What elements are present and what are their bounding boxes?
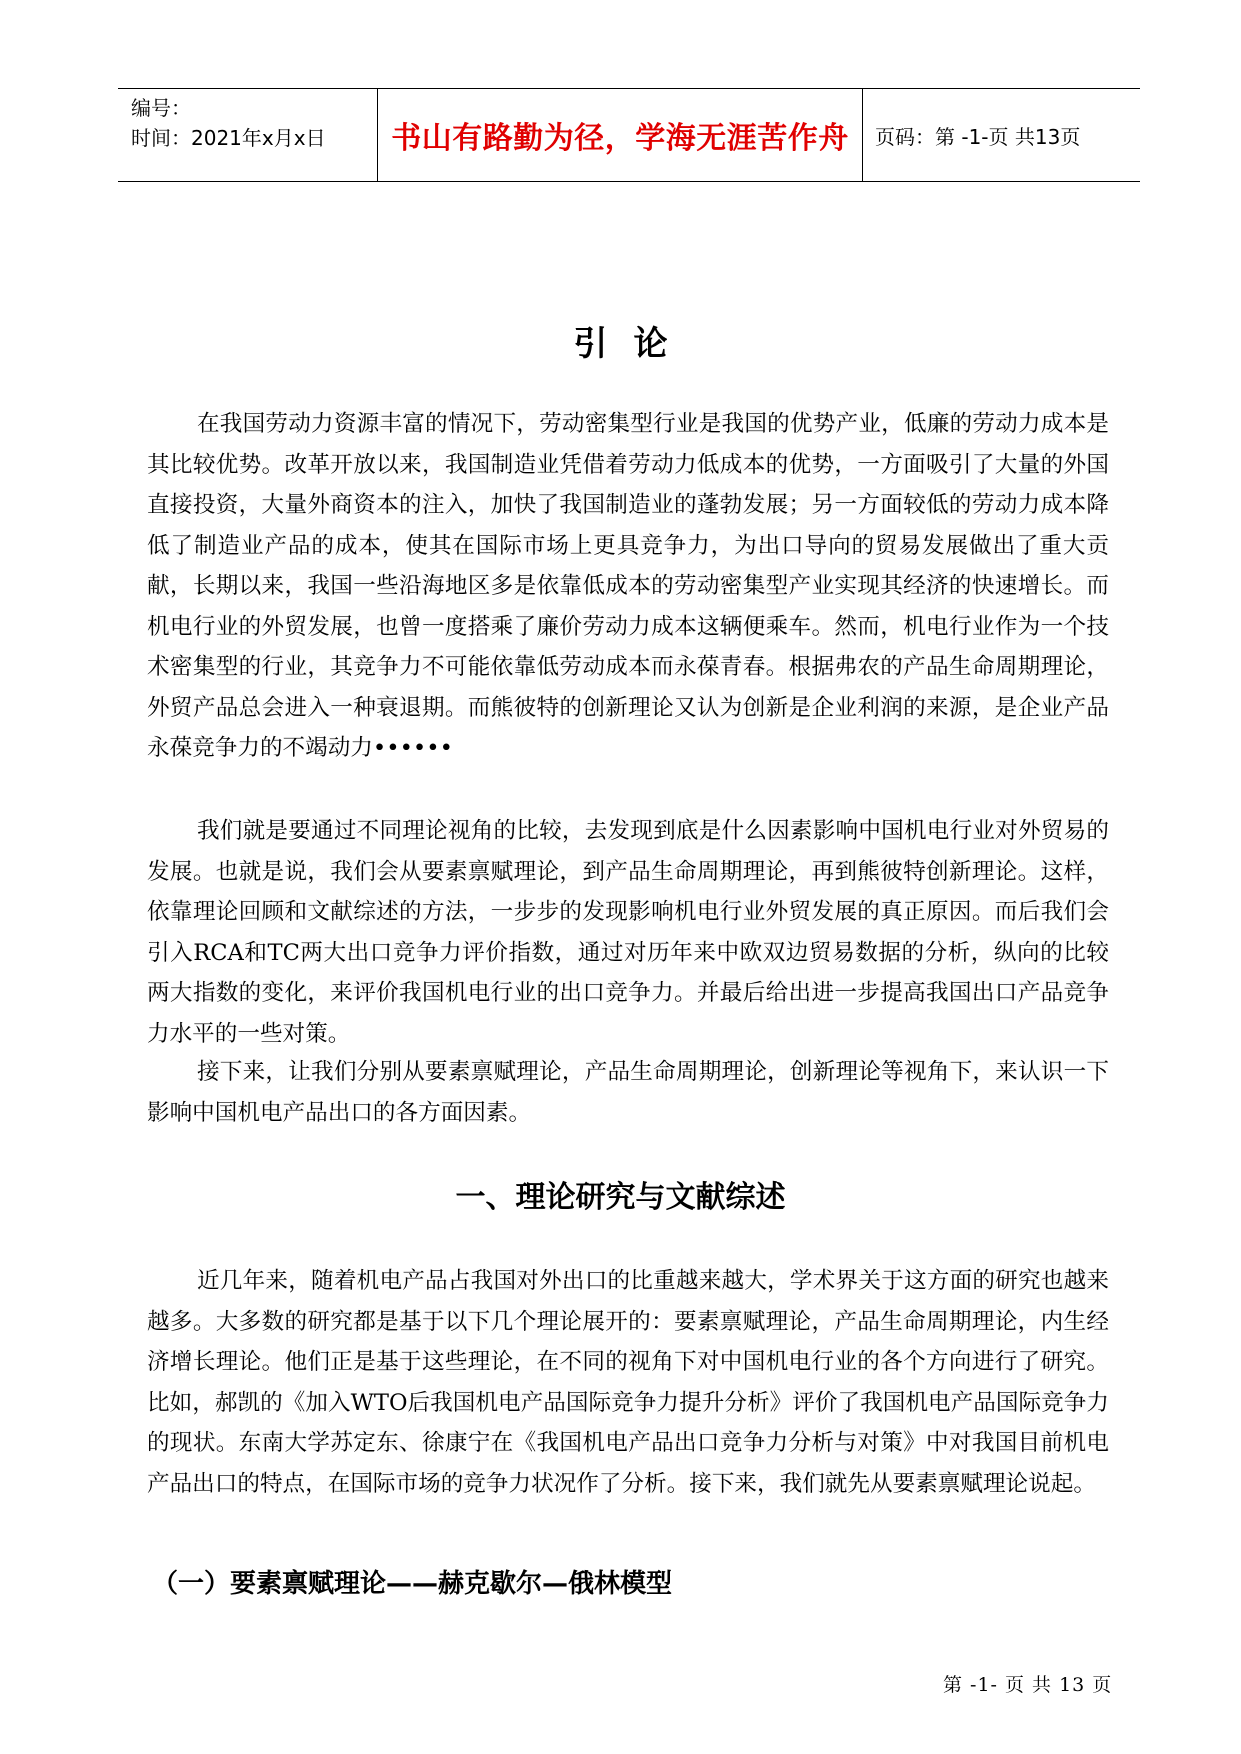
document-title: 引论	[573, 324, 694, 364]
intro-paragraph-3: 接下来，让我们分别从要素禀赋理论，产品生命周期理论，创新理论等视角下，来认识一下影响中国机电产品出口的各方面因素。	[147, 1059, 1109, 1126]
intro-paragraph-2: 我们就是要通过不同理论视角的比较，去发现到底是什么因素影响中国机电行业对外贸易的发展。也就是说，我们会从要素禀赋理论，到产品生命周期理论，再到熊彼特创新理论。这样，依靠理论回顾和文献综述的方法，一步步的发现影响机电行业外贸发展的真正原因。而后我们会引入RCA和TC两大出口竞争力评价指数，通过对历年来中欧双边贸易数据的分析，纵向的比较两大指数的变化，来评价我国机电行业的出口竞争力。并最后给出进一步提高我国出口产品竞争力水平的一些对策。	[147, 818, 1109, 1047]
section-paragraph: 近几年来，随着机电产品占我国对外出口的比重越来越大，学术界关于这方面的研究也越来越多。大多数的研究都是基于以下几个理论展开的：要素禀赋理论，产品生命周期理论，内生经济增长理论。他们正是基于这些理论，在不同的视角下对中国机电行业的各个方向进行了研究。比如，郝凯的《加入WTO后我国机电产品国际竞争力提升分析》评价了我国机电产品国际竞争力的现状。东南大学苏定东、徐康宁在《我国机电产品出口竞争力分析与对策》中对我国目前机电产品出口的特点，在国际市场的竞争力状况作了分析。接下来，我们就先从要素禀赋理论说起。	[147, 1268, 1109, 1497]
subsection-heading: （一）要素禀赋理论——赫克歇尔—俄林模型	[152, 1569, 673, 1599]
document-time-label: 时间：2021年x月x日	[131, 126, 326, 150]
document-number-label: 编号：	[131, 96, 191, 120]
page-footer: 第 -1- 页 共 13 页	[943, 1674, 1113, 1696]
section-heading: 一、理论研究与文献综述	[455, 1180, 786, 1215]
header-meta	[118, 89, 378, 181]
header-page-info: 页码：第 -1-页 共13页	[875, 124, 1081, 149]
intro-paragraph-1: 在我国劳动力资源丰富的情况下，劳动密集型行业是我国的优势产业，低廉的劳动力成本是其比较优势。改革开放以来，我国制造业凭借着劳动力低成本的优势，一方面吸引了大量的外国直接投资，大量外商资本的注入，加快了我国制造业的蓬勃发展；另一方面较低的劳动力成本降低了制造业产品的成本，使其在国际市场上更具竞争力，为出口导向的贸易发展做出了重大贡献，长期以来，我国一些沿海地区多是依靠低成本的劳动密集型产业实现其经济的快速增长。而机电行业的外贸发展，也曾一度搭乘了廉价劳动力成本这辆便乘车。然而，机电行业作为一个技术密集型的行业，其竞争力不可能依靠低劳动成本而永葆青春。根据弗农的产品生命周期理论，外贸产品总会进入一种衰退期。而熊彼特的创新理论又认为创新是企业利润的来源，是企业产品永葆竞争力的不竭动力••••••	[147, 411, 1109, 761]
header-motto: 书山有路勤为径，学海无涯苦作舟	[378, 89, 863, 181]
page-header	[118, 88, 1140, 182]
